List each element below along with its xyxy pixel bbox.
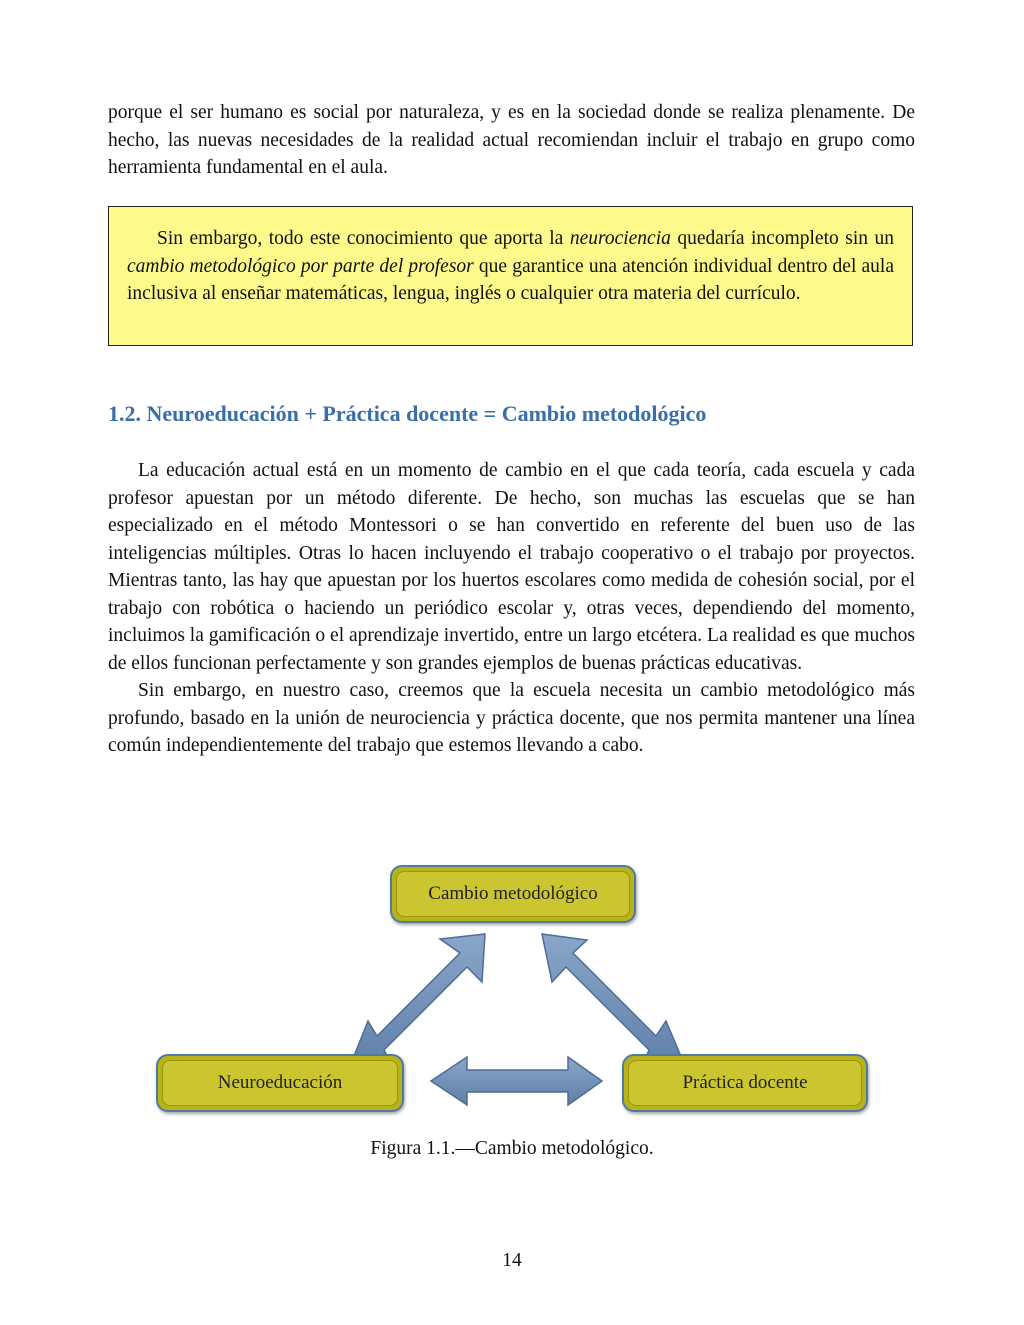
highlight-text (127, 225, 894, 308)
highlight-box (108, 206, 913, 346)
node-practica-docente (622, 1054, 868, 1112)
highlight-text-part: Sin embargo, todo este conocimiento que aporta la (157, 228, 570, 249)
methodology-diagram (150, 858, 880, 1128)
highlight-text-part: que garantice una atención individual dentro del aula inclusiva al enseñar matemáticas, lengua, inglés o cualquier otra materia del currículo. (127, 255, 894, 304)
node-cambio-metodologico (390, 865, 636, 923)
highlight-emphasis-cambio: cambio metodológico por parte del profesor (127, 255, 474, 277)
double-arrow-icon (542, 934, 685, 1071)
node-label: Cambio metodológico (396, 871, 630, 917)
node-neuroeducacion (156, 1054, 404, 1112)
double-arrow-icon (350, 934, 485, 1071)
body-paragraph: Sin embargo, en nuestro caso, creemos que la escuela necesita un cambio metodológico más profundo, basado en la unión de neurociencia y práctica docente, que nos permita mantener una línea común independientemente del trabajo que estemos llevando a cabo. (108, 680, 915, 756)
intro-paragraph: porque el ser humano es social por naturaleza, y es en la sociedad donde se realiza plenamente. De hecho, las nuevas necesidades de la realidad actual recomiendan incluir el trabajo en grupo como herramienta fundamental en el aula. (108, 102, 915, 178)
node-label: Neuroeducación (162, 1060, 398, 1106)
page-number: 14 (502, 1250, 522, 1271)
body-text (108, 457, 915, 760)
section-heading: 1.2. Neuroeducación + Práctica docente = Cambio metodológico (108, 401, 707, 426)
double-arrow-icon (431, 1057, 602, 1105)
highlight-emphasis-neurociencia: neurociencia (569, 228, 671, 249)
body-paragraph: La educación actual está en un momento de cambio en el que cada teoría, cada escuela y cada profesor apuestan por un método diferente. De hecho, son muchas las escuelas que se han especializado en el método Montessori o se han convertido en referente del buen uso de las inteligencias múltiples. Otras lo hacen incluyendo el trabajo cooperativo o el trabajo por proyectos. Mientras tanto, las hay que apuestan por los huertos escolares como medida de cohesión social, por el trabajo con robótica o haciendo un periódico escolar y, otras veces, dependiendo del momento, incluimos la gamificación o el aprendizaje invertido, entre un largo etcétera. La realidad es que muchos de ellos funcionan perfectamente y son grandes ejemplos de buenas prácticas educativas. (108, 460, 915, 674)
highlight-text-part: quedaría incompleto sin un (670, 228, 894, 249)
node-label: Práctica docente (628, 1060, 862, 1106)
figure-caption: Figura 1.1.—Cambio metodológico. (370, 1138, 654, 1159)
